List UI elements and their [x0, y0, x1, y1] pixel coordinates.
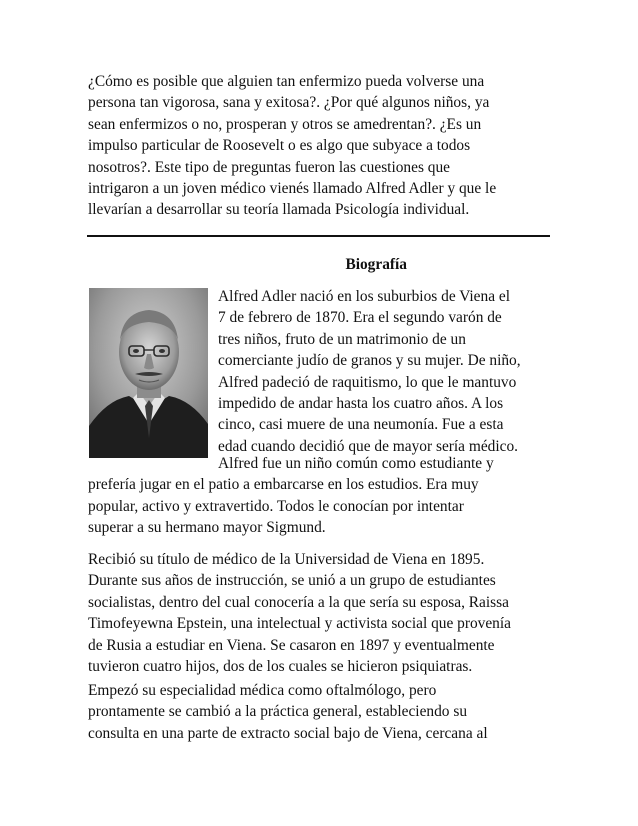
bio-line: cinco, casi muere de una neumonía. Fue a esta [218, 416, 504, 434]
paragraph-line: de Rusia a estudiar en Viena. Se casaron en 1897 y eventualmente [88, 636, 495, 654]
intro-line: intrigaron a un joven médico vienés llamado Alfred Adler y que le [88, 180, 497, 198]
paragraph-line: Empezó su especialidad médica como oftalmólogo, pero [88, 682, 437, 699]
paragraph-line: Durante sus años de instrucción, se unió a un grupo de estudiantes [88, 572, 496, 590]
horizontal-divider [87, 235, 550, 237]
bio-paragraph-beside-photo [218, 286, 558, 457]
intro-paragraph [88, 71, 558, 221]
portrait-photo [89, 288, 208, 458]
section-heading-container [88, 254, 548, 275]
bio-line: 7 de febrero de 1870. Era el segundo varón de [218, 309, 502, 327]
bio-line: edad cuando decidió que de mayor sería médico. [218, 437, 518, 455]
paragraph-line: tuvieron cuatro hijos, dos de los cuales se hicieron psiquiatras. [88, 658, 473, 676]
bio-line: Alfred fue un niño común como estudiante y [218, 455, 494, 472]
paragraph-career [88, 680, 558, 744]
bio-line: Alfred padeció de raquitismo, lo que le mantuvo [218, 373, 517, 391]
paragraph-line: socialistas, dentro del cual conocería a la que sería su esposa, Raissa [88, 593, 509, 611]
intro-line: impulso particular de Roosevelt o es algo que subyace a todos [88, 137, 471, 155]
bio-line: popular, activo y extravertido. Todos le conocían por intentar [88, 497, 464, 515]
intro-line: nosotros?. Este tipo de preguntas fueron las cuestiones que [88, 158, 451, 176]
paragraph-line: Timofeyewna Epstein, una intelectual y activista social que provenía [88, 615, 511, 633]
intro-line: ¿Cómo es posible que alguien tan enfermizo pueda volverse una [88, 73, 485, 90]
bio-line: Alfred Adler nació en los suburbios de Viena el [218, 288, 510, 305]
bio-line: impedido de andar hasta los cuatro años. A los [218, 395, 504, 413]
section-heading: Biografía [345, 256, 407, 273]
paragraph-line: Recibió su título de médico de la Universidad de Viena en 1895. [88, 551, 485, 568]
bio-line: comerciante judío de granos y su mujer. De niño, [218, 352, 521, 370]
intro-line: llevarían a desarrollar su teoría llamada Psicología individual. [88, 201, 470, 219]
intro-line: sean enfermizos o no, prosperan y otros se amedrentan?. ¿Es un [88, 115, 482, 133]
intro-line: persona tan vigorosa, sana y exitosa?. ¿Por qué algunos niños, ya [88, 94, 490, 112]
bio-line: superar a su hermano mayor Sigmund. [88, 519, 326, 537]
paragraph-line: prontamente se cambió a la práctica general, estableciendo su [88, 703, 468, 721]
bio-line: prefería jugar en el patio a embarcarse en los estudios. Era muy [88, 476, 479, 494]
paragraph-line: consulta en una parte de extracto social bajo de Viena, cercana al [88, 724, 488, 742]
bio-line: tres niños, fruto de un matrimonio de un [218, 330, 466, 348]
paragraph-education [88, 549, 558, 677]
bio-paragraph-continued [88, 453, 558, 539]
